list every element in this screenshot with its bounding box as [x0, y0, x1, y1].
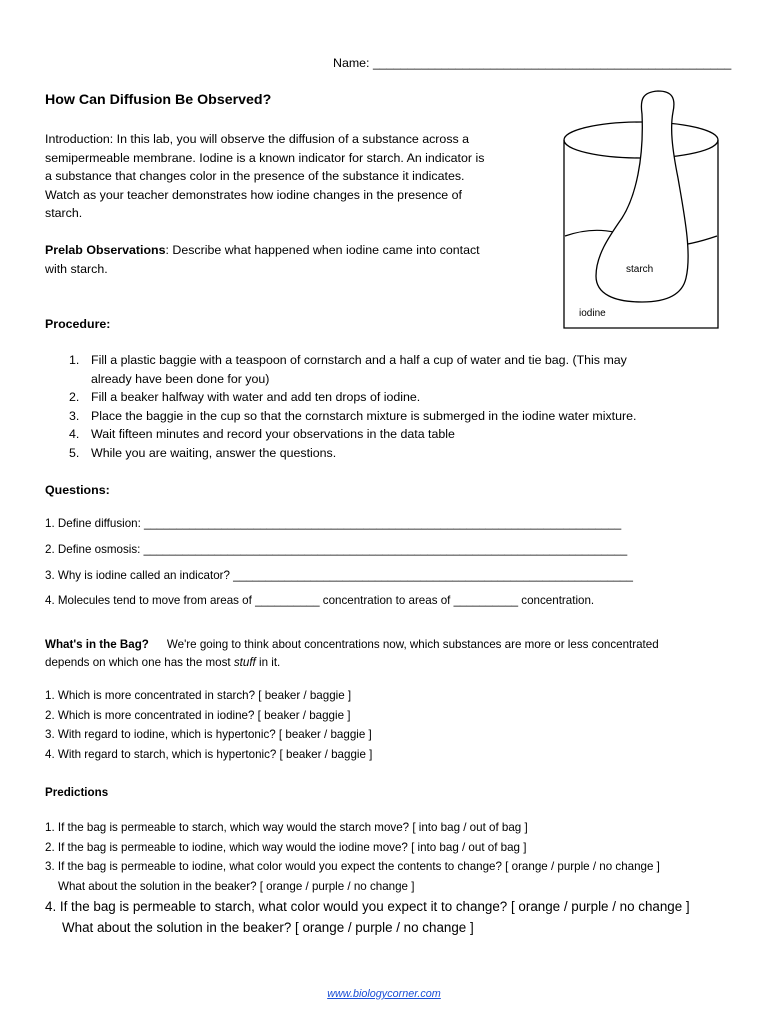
procedure-item: 1. Fill a plastic baggie with a teaspoon of cornstarch and a half a cup of water and tie bag. (This may already have been done for you): [69, 353, 627, 386]
prediction-3b[interactable]: What about the solution in the beaker? [ orange / purple / no change ]: [58, 879, 415, 893]
prelab-text: : Describe what happened when iodine came into contact: [165, 243, 480, 257]
procedure-item: 4. Wait fifteen minutes and record your observations in the data table: [69, 427, 455, 441]
predictions-list: [45, 818, 660, 896]
prediction-3[interactable]: 3. If the bag is permeable to iodine, what color would you expect the contents to change? [ orange / purple / no change ]: [45, 860, 660, 873]
intro-line: a substance that changes color in the presence of the substance it indicates.: [45, 169, 465, 183]
question-3[interactable]: 3. Why is iodine called an indicator? ______________________________________________________________: [45, 569, 633, 582]
starch-label: starch: [626, 264, 654, 275]
questions-heading: Questions:: [45, 483, 110, 497]
bag-questions: [45, 686, 372, 764]
bag-intro: What's in the Bag? We're going to think about concentrations now, which substances are more or less concentrated: [45, 638, 659, 651]
predictions-heading: Predictions: [45, 786, 109, 799]
prelab-observations: [45, 241, 480, 278]
intro-line: Watch as your teacher demonstrates how iodine changes in the presence of: [45, 187, 462, 202]
prediction-4b[interactable]: What about the solution in the beaker? [ orange / purple / no change ]: [62, 920, 474, 935]
name-blank[interactable]: ____________________________________________________: [372, 56, 732, 70]
prediction-1[interactable]: 1. If the bag is permeable to starch, which way would the starch move? [ into bag / out of bag ]: [45, 821, 528, 834]
bag-question[interactable]: 3. With regard to iodine, which is hypertonic? [ beaker / baggie ]: [45, 728, 372, 741]
question-2[interactable]: 2. Define osmosis: ___________________________________________________________________________: [45, 543, 628, 556]
question-4[interactable]: 4. Molecules tend to move from areas of __________ concentration to areas of __________ concentration.: [45, 594, 595, 607]
intro-line: starch.: [45, 206, 83, 220]
procedure-item: 3. Place the baggie in the cup so that the cornstarch mixture is submerged in the iodine water mixture.: [69, 408, 637, 423]
footer-link[interactable]: www.biologycorner.com: [327, 988, 441, 1000]
name-line: [333, 54, 731, 73]
prediction-4[interactable]: 4. If the bag is permeable to starch, what color would you expect it to change? [ orange / purple / no change ]: [45, 899, 690, 914]
prelab-label: Prelab Observations: [45, 243, 166, 257]
bag-question[interactable]: 4. With regard to starch, which is hypertonic? [ beaker / baggie ]: [45, 747, 373, 761]
question-1[interactable]: 1. Define diffusion: __________________________________________________________________________: [45, 517, 622, 530]
beaker-diagram: [560, 88, 730, 333]
prediction-2[interactable]: 2. If the bag is permeable to iodine, which way would the iodine move? [ into bag / out of bag ]: [45, 840, 527, 854]
procedure-item: 5. While you are waiting, answer the questions.: [69, 445, 337, 460]
introduction: [45, 130, 484, 223]
iodine-label: iodine: [579, 308, 606, 319]
bag-question[interactable]: 2. Which is more concentrated in iodine? [ beaker / baggie ]: [45, 708, 351, 722]
procedure-list: [45, 351, 745, 462]
page-title: How Can Diffusion Be Observed?: [45, 92, 272, 108]
name-label: Name:: [333, 56, 370, 70]
intro-line: Introduction: In this lab, you will observe the diffusion of a substance across a: [45, 132, 470, 146]
procedure-item: 2. Fill a beaker halfway with water and add ten drops of iodine.: [69, 390, 421, 404]
prelab-text-2: with starch.: [45, 261, 108, 276]
footer: [0, 984, 768, 1002]
procedure-heading: Procedure:: [45, 317, 111, 331]
bag-question[interactable]: 1. Which is more concentrated in starch? [ beaker / baggie ]: [45, 689, 352, 702]
bag-heading: What's in the Bag?: [45, 638, 149, 651]
bag-intro-2: depends on which one has the most stuff in it.: [45, 656, 281, 669]
intro-line: semipermeable membrane. Iodine is a known indicator for starch. An indicator is: [45, 150, 485, 165]
